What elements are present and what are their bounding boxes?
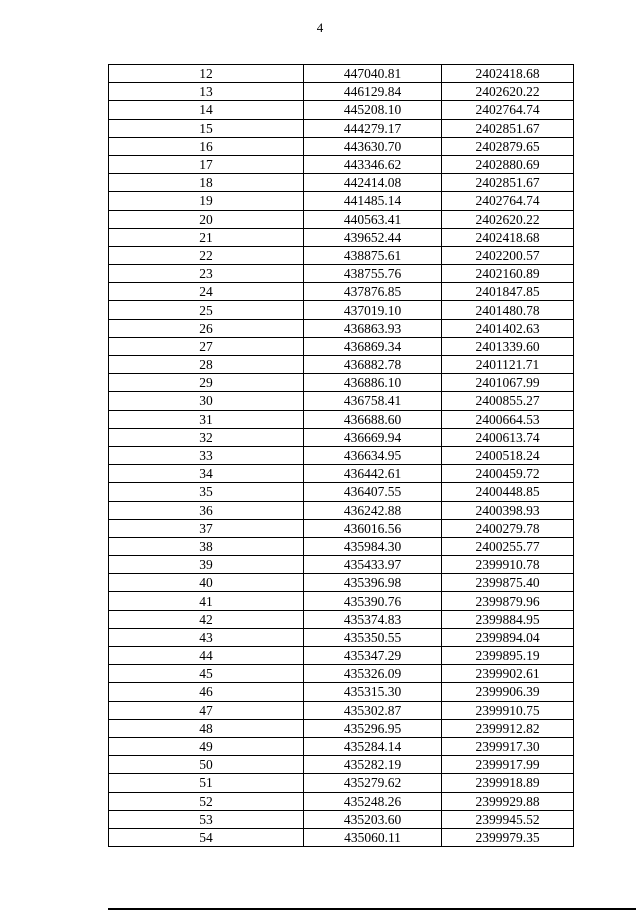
y-coordinate-cell: 2400459.72 bbox=[442, 465, 574, 483]
x-coordinate-cell: 440563.41 bbox=[304, 210, 442, 228]
table-row bbox=[109, 465, 574, 483]
x-coordinate-cell: 435350.55 bbox=[304, 628, 442, 646]
table-row bbox=[109, 283, 574, 301]
table-row bbox=[109, 137, 574, 155]
x-coordinate-cell: 435374.83 bbox=[304, 610, 442, 628]
x-coordinate-cell: 436634.95 bbox=[304, 446, 442, 464]
point-number-cell: 42 bbox=[109, 610, 304, 628]
table-row bbox=[109, 574, 574, 592]
y-coordinate-cell: 2400855.27 bbox=[442, 392, 574, 410]
table-row bbox=[109, 428, 574, 446]
table-row bbox=[109, 210, 574, 228]
y-coordinate-cell: 2402418.68 bbox=[442, 65, 574, 83]
table-row bbox=[109, 519, 574, 537]
point-number-cell: 47 bbox=[109, 701, 304, 719]
point-number-cell: 18 bbox=[109, 174, 304, 192]
table-row bbox=[109, 446, 574, 464]
point-number-cell: 32 bbox=[109, 428, 304, 446]
point-number-cell: 14 bbox=[109, 101, 304, 119]
point-number-cell: 39 bbox=[109, 556, 304, 574]
y-coordinate-cell: 2402418.68 bbox=[442, 228, 574, 246]
x-coordinate-cell: 436758.41 bbox=[304, 392, 442, 410]
x-coordinate-cell: 441485.14 bbox=[304, 192, 442, 210]
x-coordinate-cell: 436016.56 bbox=[304, 519, 442, 537]
table-row bbox=[109, 628, 574, 646]
point-number-cell: 12 bbox=[109, 65, 304, 83]
table-row bbox=[109, 792, 574, 810]
x-coordinate-cell: 442414.08 bbox=[304, 174, 442, 192]
table-row bbox=[109, 556, 574, 574]
table-row bbox=[109, 501, 574, 519]
x-coordinate-cell: 439652.44 bbox=[304, 228, 442, 246]
bottom-rule bbox=[108, 908, 636, 910]
x-coordinate-cell: 436242.88 bbox=[304, 501, 442, 519]
table-row bbox=[109, 155, 574, 173]
table-row bbox=[109, 301, 574, 319]
table-row bbox=[109, 246, 574, 264]
point-number-cell: 21 bbox=[109, 228, 304, 246]
x-coordinate-cell: 436882.78 bbox=[304, 356, 442, 374]
y-coordinate-cell: 2399902.61 bbox=[442, 665, 574, 683]
table-row bbox=[109, 665, 574, 683]
x-coordinate-cell: 443346.62 bbox=[304, 155, 442, 173]
point-number-cell: 50 bbox=[109, 756, 304, 774]
table-row bbox=[109, 701, 574, 719]
x-coordinate-cell: 436869.34 bbox=[304, 337, 442, 355]
y-coordinate-cell: 2399894.04 bbox=[442, 628, 574, 646]
x-coordinate-cell: 435282.19 bbox=[304, 756, 442, 774]
point-number-cell: 49 bbox=[109, 737, 304, 755]
y-coordinate-cell: 2399917.30 bbox=[442, 737, 574, 755]
y-coordinate-cell: 2399895.19 bbox=[442, 647, 574, 665]
x-coordinate-cell: 435984.30 bbox=[304, 537, 442, 555]
y-coordinate-cell: 2400255.77 bbox=[442, 537, 574, 555]
coordinates-table-container bbox=[108, 64, 573, 847]
page-number: 4 bbox=[316, 20, 324, 35]
point-number-cell: 30 bbox=[109, 392, 304, 410]
x-coordinate-cell: 443630.70 bbox=[304, 137, 442, 155]
table-row bbox=[109, 65, 574, 83]
x-coordinate-cell: 435248.26 bbox=[304, 792, 442, 810]
table-row bbox=[109, 374, 574, 392]
table-row bbox=[109, 83, 574, 101]
point-number-cell: 41 bbox=[109, 592, 304, 610]
y-coordinate-cell: 2400613.74 bbox=[442, 428, 574, 446]
y-coordinate-cell: 2402851.67 bbox=[442, 174, 574, 192]
y-coordinate-cell: 2399979.35 bbox=[442, 828, 574, 846]
point-number-cell: 51 bbox=[109, 774, 304, 792]
table-row bbox=[109, 756, 574, 774]
x-coordinate-cell: 446129.84 bbox=[304, 83, 442, 101]
table-row bbox=[109, 828, 574, 846]
x-coordinate-cell: 444279.17 bbox=[304, 119, 442, 137]
y-coordinate-cell: 2401402.63 bbox=[442, 319, 574, 337]
x-coordinate-cell: 435284.14 bbox=[304, 737, 442, 755]
point-number-cell: 40 bbox=[109, 574, 304, 592]
x-coordinate-cell: 435302.87 bbox=[304, 701, 442, 719]
x-coordinate-cell: 445208.10 bbox=[304, 101, 442, 119]
x-coordinate-cell: 435433.97 bbox=[304, 556, 442, 574]
table-row bbox=[109, 356, 574, 374]
table-row bbox=[109, 774, 574, 792]
point-number-cell: 19 bbox=[109, 192, 304, 210]
y-coordinate-cell: 2402620.22 bbox=[442, 210, 574, 228]
y-coordinate-cell: 2399918.89 bbox=[442, 774, 574, 792]
point-number-cell: 20 bbox=[109, 210, 304, 228]
point-number-cell: 27 bbox=[109, 337, 304, 355]
x-coordinate-cell: 435060.11 bbox=[304, 828, 442, 846]
x-coordinate-cell: 435315.30 bbox=[304, 683, 442, 701]
point-number-cell: 37 bbox=[109, 519, 304, 537]
coordinates-table-body bbox=[109, 65, 574, 847]
point-number-cell: 34 bbox=[109, 465, 304, 483]
y-coordinate-cell: 2399912.82 bbox=[442, 719, 574, 737]
table-row bbox=[109, 228, 574, 246]
table-row bbox=[109, 737, 574, 755]
x-coordinate-cell: 435296.95 bbox=[304, 719, 442, 737]
point-number-cell: 29 bbox=[109, 374, 304, 392]
point-number-cell: 45 bbox=[109, 665, 304, 683]
y-coordinate-cell: 2399879.96 bbox=[442, 592, 574, 610]
x-coordinate-cell: 447040.81 bbox=[304, 65, 442, 83]
table-row bbox=[109, 174, 574, 192]
point-number-cell: 54 bbox=[109, 828, 304, 846]
x-coordinate-cell: 438755.76 bbox=[304, 265, 442, 283]
y-coordinate-cell: 2402851.67 bbox=[442, 119, 574, 137]
table-row bbox=[109, 610, 574, 628]
table-row bbox=[109, 265, 574, 283]
point-number-cell: 38 bbox=[109, 537, 304, 555]
y-coordinate-cell: 2399875.40 bbox=[442, 574, 574, 592]
y-coordinate-cell: 2402764.74 bbox=[442, 192, 574, 210]
table-row bbox=[109, 483, 574, 501]
table-row bbox=[109, 192, 574, 210]
point-number-cell: 31 bbox=[109, 410, 304, 428]
point-number-cell: 43 bbox=[109, 628, 304, 646]
y-coordinate-cell: 2399910.78 bbox=[442, 556, 574, 574]
table-row bbox=[109, 810, 574, 828]
x-coordinate-cell: 436407.55 bbox=[304, 483, 442, 501]
point-number-cell: 24 bbox=[109, 283, 304, 301]
table-row bbox=[109, 410, 574, 428]
table-row bbox=[109, 119, 574, 137]
table-row bbox=[109, 101, 574, 119]
y-coordinate-cell: 2399929.88 bbox=[442, 792, 574, 810]
table-row bbox=[109, 319, 574, 337]
y-coordinate-cell: 2399917.99 bbox=[442, 756, 574, 774]
x-coordinate-cell: 438875.61 bbox=[304, 246, 442, 264]
point-number-cell: 23 bbox=[109, 265, 304, 283]
table-row bbox=[109, 647, 574, 665]
y-coordinate-cell: 2399945.52 bbox=[442, 810, 574, 828]
point-number-cell: 22 bbox=[109, 246, 304, 264]
point-number-cell: 26 bbox=[109, 319, 304, 337]
y-coordinate-cell: 2400664.53 bbox=[442, 410, 574, 428]
y-coordinate-cell: 2400279.78 bbox=[442, 519, 574, 537]
x-coordinate-cell: 435326.09 bbox=[304, 665, 442, 683]
coordinates-table bbox=[108, 64, 574, 847]
x-coordinate-cell: 436442.61 bbox=[304, 465, 442, 483]
point-number-cell: 13 bbox=[109, 83, 304, 101]
point-number-cell: 17 bbox=[109, 155, 304, 173]
y-coordinate-cell: 2401067.99 bbox=[442, 374, 574, 392]
point-number-cell: 28 bbox=[109, 356, 304, 374]
y-coordinate-cell: 2400518.24 bbox=[442, 446, 574, 464]
y-coordinate-cell: 2400448.85 bbox=[442, 483, 574, 501]
y-coordinate-cell: 2402879.65 bbox=[442, 137, 574, 155]
x-coordinate-cell: 435396.98 bbox=[304, 574, 442, 592]
point-number-cell: 44 bbox=[109, 647, 304, 665]
point-number-cell: 16 bbox=[109, 137, 304, 155]
table-row bbox=[109, 392, 574, 410]
y-coordinate-cell: 2401480.78 bbox=[442, 301, 574, 319]
point-number-cell: 33 bbox=[109, 446, 304, 464]
table-row bbox=[109, 683, 574, 701]
y-coordinate-cell: 2402764.74 bbox=[442, 101, 574, 119]
y-coordinate-cell: 2401339.60 bbox=[442, 337, 574, 355]
y-coordinate-cell: 2402620.22 bbox=[442, 83, 574, 101]
table-row bbox=[109, 592, 574, 610]
table-row bbox=[109, 719, 574, 737]
x-coordinate-cell: 436886.10 bbox=[304, 374, 442, 392]
point-number-cell: 52 bbox=[109, 792, 304, 810]
point-number-cell: 48 bbox=[109, 719, 304, 737]
x-coordinate-cell: 435203.60 bbox=[304, 810, 442, 828]
y-coordinate-cell: 2399910.75 bbox=[442, 701, 574, 719]
x-coordinate-cell: 435279.62 bbox=[304, 774, 442, 792]
x-coordinate-cell: 435347.29 bbox=[304, 647, 442, 665]
y-coordinate-cell: 2399884.95 bbox=[442, 610, 574, 628]
point-number-cell: 15 bbox=[109, 119, 304, 137]
x-coordinate-cell: 436669.94 bbox=[304, 428, 442, 446]
y-coordinate-cell: 2401847.85 bbox=[442, 283, 574, 301]
x-coordinate-cell: 435390.76 bbox=[304, 592, 442, 610]
y-coordinate-cell: 2399906.39 bbox=[442, 683, 574, 701]
point-number-cell: 46 bbox=[109, 683, 304, 701]
y-coordinate-cell: 2401121.71 bbox=[442, 356, 574, 374]
x-coordinate-cell: 437019.10 bbox=[304, 301, 442, 319]
x-coordinate-cell: 436863.93 bbox=[304, 319, 442, 337]
point-number-cell: 25 bbox=[109, 301, 304, 319]
x-coordinate-cell: 436688.60 bbox=[304, 410, 442, 428]
point-number-cell: 36 bbox=[109, 501, 304, 519]
point-number-cell: 53 bbox=[109, 810, 304, 828]
table-row bbox=[109, 337, 574, 355]
point-number-cell: 35 bbox=[109, 483, 304, 501]
y-coordinate-cell: 2400398.93 bbox=[442, 501, 574, 519]
y-coordinate-cell: 2402200.57 bbox=[442, 246, 574, 264]
table-row bbox=[109, 537, 574, 555]
x-coordinate-cell: 437876.85 bbox=[304, 283, 442, 301]
y-coordinate-cell: 2402160.89 bbox=[442, 265, 574, 283]
y-coordinate-cell: 2402880.69 bbox=[442, 155, 574, 173]
